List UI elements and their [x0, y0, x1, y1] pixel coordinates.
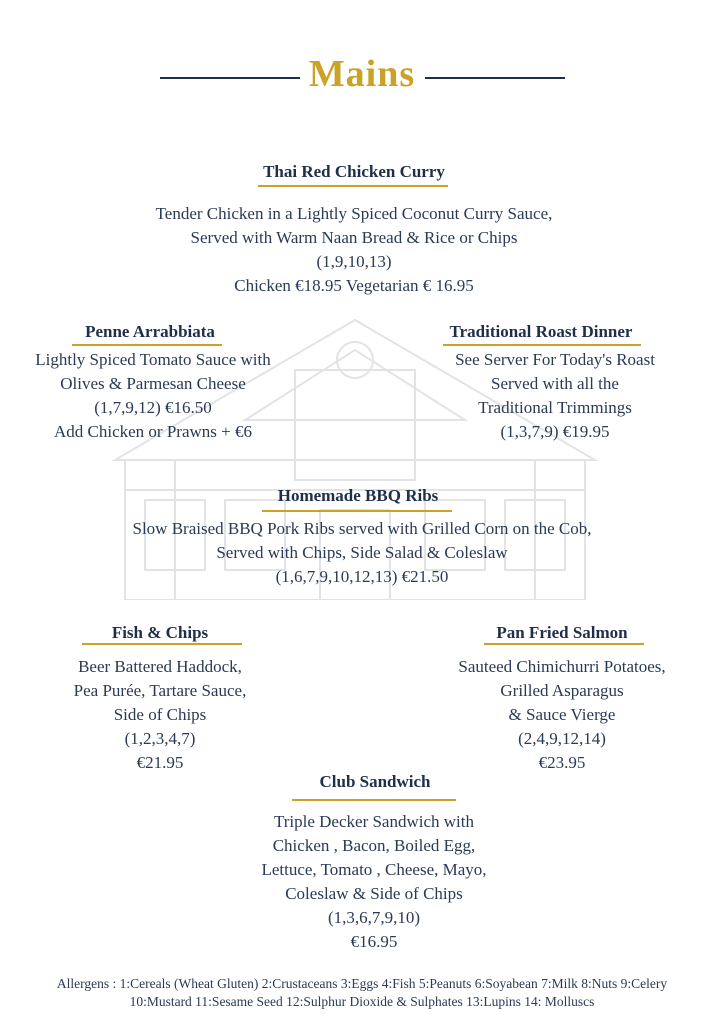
desc-line: Triple Decker Sandwich with	[273, 812, 475, 831]
desc-line: Served with Warm Naan Bread & Rice or Chips	[190, 228, 518, 247]
desc-line: Served with all the	[491, 374, 619, 393]
desc-line: (1,3,6,7,9,10)	[327, 908, 421, 927]
desc-line: Grilled Asparagus	[500, 681, 624, 700]
desc-line: (2,4,9,12,14)	[518, 729, 606, 748]
desc-line: Beer Battered Haddock,	[78, 657, 242, 676]
underline-salmon	[484, 643, 644, 645]
desc-line: Chicken , Bacon, Boiled Egg,	[272, 836, 476, 855]
desc-line: Add Chicken or Prawns + €6	[54, 422, 252, 441]
dish-name-club: Club Sandwich	[319, 772, 431, 791]
dish-name-salmon: Pan Fried Salmon	[496, 623, 628, 642]
dish-desc-club	[0, 810, 724, 954]
underline-club	[292, 799, 456, 801]
dish-name-thai: Thai Red Chicken Curry	[263, 162, 445, 181]
price-line: (1,3,7,9) €19.95	[500, 422, 610, 441]
desc-line: & Sauce Vierge	[508, 705, 616, 724]
dish-name-fish: Fish & Chips	[111, 623, 209, 642]
allergens-legend	[0, 975, 724, 1011]
underline-ribs	[262, 510, 452, 512]
desc-line: Side of Chips	[113, 705, 207, 724]
desc-line: Slow Braised BBQ Pork Ribs served with Grilled Corn on the Cob,	[132, 519, 592, 538]
page-title: Mains	[308, 53, 416, 95]
desc-line: Coleslaw & Side of Chips	[285, 884, 463, 903]
underline-penne	[72, 344, 222, 346]
dish-desc-roast	[410, 348, 700, 444]
price-line: €16.95	[350, 932, 398, 951]
dish-desc-salmon	[422, 655, 702, 775]
desc-line: Traditional Trimmings	[478, 398, 632, 417]
desc-line: Tender Chicken in a Lightly Spiced Coconut Curry Sauce,	[155, 204, 553, 223]
price-line: €21.95	[136, 753, 184, 772]
allergens-line-2: 10:Mustard 11:Sesame Seed 12:Sulphur Dioxide & Sulphates 13:Lupins 14: Molluscs	[129, 994, 595, 1009]
dish-desc-thai	[0, 202, 708, 298]
underline-thai	[258, 185, 448, 187]
price-line: (1,7,9,12) €16.50	[94, 398, 212, 417]
desc-line: Served with Chips, Side Salad & Coleslaw	[216, 543, 508, 562]
price-line: Chicken €18.95 Vegetarian € 16.95	[234, 276, 474, 295]
price-line: (1,6,7,9,10,12,13) €21.50	[275, 567, 449, 586]
desc-line: (1,2,3,4,7)	[124, 729, 196, 748]
allergens-line-1: Allergens : 1:Cereals (Wheat Gluten) 2:Crustaceans 3:Eggs 4:Fish 5:Peanuts 6:Soyabean 7:Milk 8:Nuts 9:Celery	[56, 976, 668, 991]
title-rule-right	[425, 77, 565, 79]
underline-roast	[443, 344, 641, 346]
desc-line: Olives & Parmesan Cheese	[60, 374, 246, 393]
price-line: €23.95	[538, 753, 586, 772]
dish-name-ribs: Homemade BBQ Ribs	[277, 486, 439, 505]
desc-line: (1,9,10,13)	[316, 252, 392, 271]
desc-line: See Server For Today's Roast	[455, 350, 655, 369]
desc-line: Sauteed Chimichurri Potatoes,	[458, 657, 666, 676]
dish-desc-ribs	[0, 517, 724, 589]
desc-line: Pea Purée, Tartare Sauce,	[73, 681, 247, 700]
dish-desc-fish	[30, 655, 290, 775]
underline-fish	[82, 643, 242, 645]
dish-name-penne: Penne Arrabbiata	[85, 322, 215, 341]
desc-line: Lightly Spiced Tomato Sauce with	[35, 350, 271, 369]
dish-desc-penne	[0, 348, 306, 444]
dish-name-roast: Traditional Roast Dinner	[449, 322, 633, 341]
desc-line: Lettuce, Tomato , Cheese, Mayo,	[261, 860, 487, 879]
